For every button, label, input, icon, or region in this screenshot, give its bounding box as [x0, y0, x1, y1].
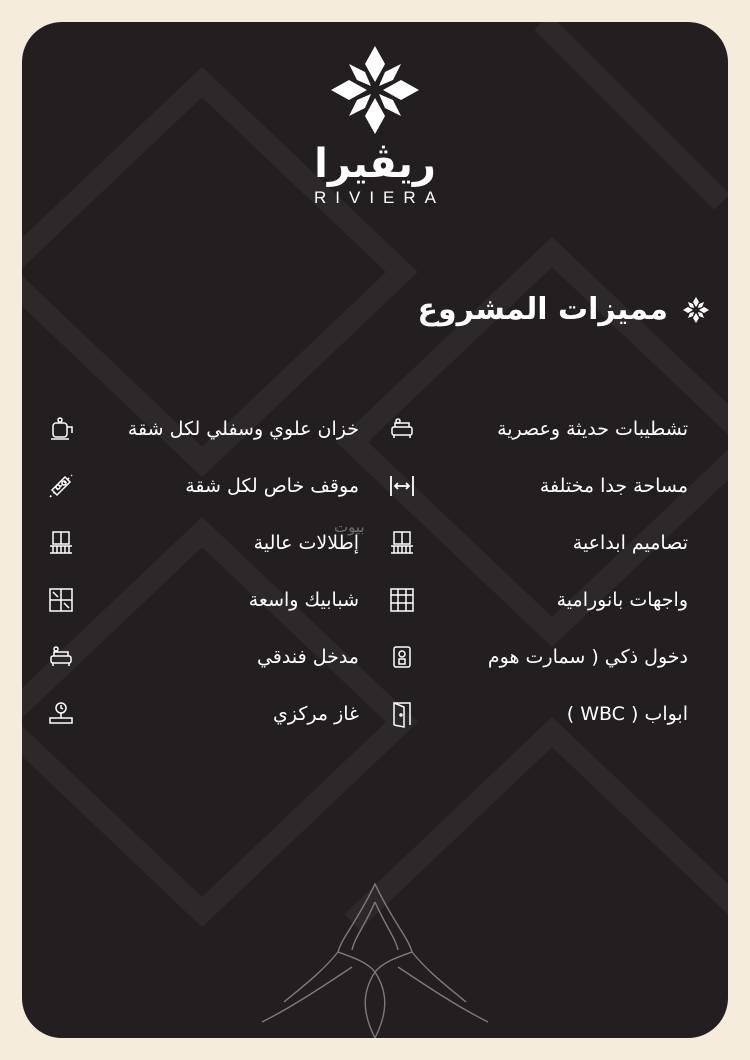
diamond-cluster-icon	[682, 296, 710, 324]
gas-meter-icon	[47, 700, 75, 728]
lobby-sofa-icon	[47, 643, 75, 671]
features-list-right	[388, 400, 688, 742]
water-tank-icon	[47, 415, 75, 443]
section-header	[418, 292, 710, 327]
feature-label: ابواب ( WBC )	[566, 702, 688, 725]
sofa-icon	[388, 415, 416, 443]
feature-item	[388, 628, 688, 685]
feature-item	[388, 514, 688, 571]
feature-item	[388, 457, 688, 514]
feature-label: واجهات بانورامية	[556, 588, 688, 611]
view-balcony-icon	[47, 529, 75, 557]
feature-item	[47, 628, 359, 685]
window-icon	[47, 586, 75, 614]
brand-name-english: RIVIERA	[313, 188, 446, 207]
feature-label: شبابيك واسعة	[248, 588, 359, 611]
brand-logo	[22, 42, 728, 208]
feature-label: موقف خاص لكل شقة	[185, 474, 359, 497]
balcony-icon	[388, 529, 416, 557]
facade-icon	[388, 586, 416, 614]
brand-name-arabic: ريڤيرا	[314, 141, 436, 187]
feature-item	[47, 685, 359, 742]
feature-label: غاز مركزي	[272, 702, 359, 725]
features-list-left	[47, 400, 359, 742]
feature-label: مساحة جدا مختلفة	[539, 474, 688, 497]
feature-label: دخول ذكي ( سمارت هوم	[487, 645, 688, 668]
feature-item	[47, 571, 359, 628]
feature-label: تصاميم ابداعية	[572, 531, 688, 554]
feature-label: مدخل فندقي	[256, 645, 359, 668]
feature-item	[388, 685, 688, 742]
feature-item	[47, 400, 359, 457]
feature-label: خزان علوي وسفلي لكل شقة	[127, 417, 359, 440]
area-measure-icon	[388, 472, 416, 500]
feature-item	[47, 457, 359, 514]
smart-lock-icon	[388, 643, 416, 671]
feature-item	[388, 400, 688, 457]
door-icon	[388, 700, 416, 728]
feature-card	[22, 22, 728, 1038]
feature-item	[388, 571, 688, 628]
feature-item	[47, 514, 359, 571]
logo-flower-icon	[327, 42, 423, 138]
feature-label: تشطيبات حديثة وعصرية	[497, 417, 688, 440]
feature-label: إطلالات عالية	[253, 531, 359, 554]
parking-icon	[47, 472, 75, 500]
section-title: مميزات المشروع	[417, 292, 668, 327]
watermark-text: بيوت	[334, 518, 365, 536]
